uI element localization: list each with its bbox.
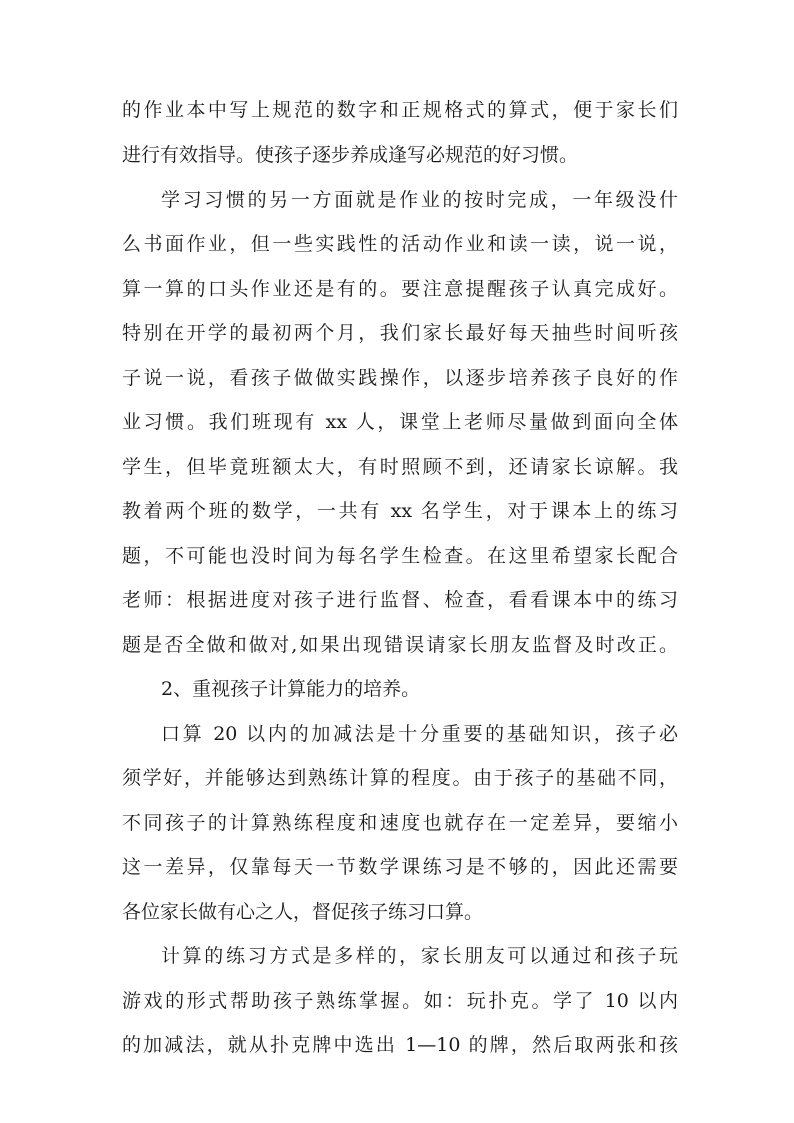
text-line: 游戏的形式帮助孩子熟练掌握。如：玩扑克。学了 10 以内 <box>122 990 678 1012</box>
paragraph-start-line: 计算的练习方式是多样的，家长朋友可以通过和孩子玩 <box>161 945 678 967</box>
text-line: 教着两个班的数学，一共有 xx 名学生，对于课本上的练习 <box>122 500 678 522</box>
text-line: 算一算的口头作业还是有的。要注意提醒孩子认真完成好。 <box>122 278 678 300</box>
text-line: 进行有效指导。使孩子逐步养成逢写必规范的好习惯。 <box>122 144 579 166</box>
text-line: 的加减法，就从扑克牌中选出 1—10 的牌，然后取两张和孩 <box>122 1034 678 1056</box>
text-line: 各位家长做有心之人，督促孩子练习口算。 <box>122 901 484 923</box>
text-line: 么书面作业，但一些实践性的活动作业和读一读，说一说， <box>122 233 678 255</box>
text-line: 业习惯。我们班现有 xx 人，课堂上老师尽量做到面向全体 <box>122 411 678 433</box>
text-line: 的作业本中写上规范的数字和正规格式的算式，便于家长们 <box>122 99 678 121</box>
text-line: 这一差异，仅靠每天一节数学课练习是不够的，因此还需要 <box>122 856 678 878</box>
paragraph-start-line: 口算 20 以内的加减法是十分重要的基础知识，孩子必 <box>161 723 678 745</box>
text-line: 学生，但毕竟班额太大，有时照顾不到，还请家长谅解。我 <box>122 456 678 478</box>
section-heading: 2、重视孩子计算能力的培养。 <box>161 678 421 700</box>
text-line: 不同孩子的计算熟练程度和速度也就存在一定差异，要缩小 <box>122 812 678 834</box>
text-line: 题是否全做和做对,如果出现错误请家长朋友监督及时改正。 <box>122 634 678 656</box>
text-line: 子说一说，看孩子做做实践操作，以逐步培养孩子良好的作 <box>122 367 678 389</box>
paragraph-start-line: 学习习惯的另一方面就是作业的按时完成，一年级没什 <box>161 189 678 211</box>
text-line: 老师：根据进度对孩子进行监督、检查，看看课本中的练习 <box>122 589 678 611</box>
text-line: 须学好，并能够达到熟练计算的程度。由于孩子的基础不同， <box>122 767 678 789</box>
text-line: 题，不可能也没时间为每名学生检查。在这里希望家长配合 <box>122 545 678 567</box>
text-line: 特别在开学的最初两个月，我们家长最好每天抽些时间听孩 <box>122 322 678 344</box>
